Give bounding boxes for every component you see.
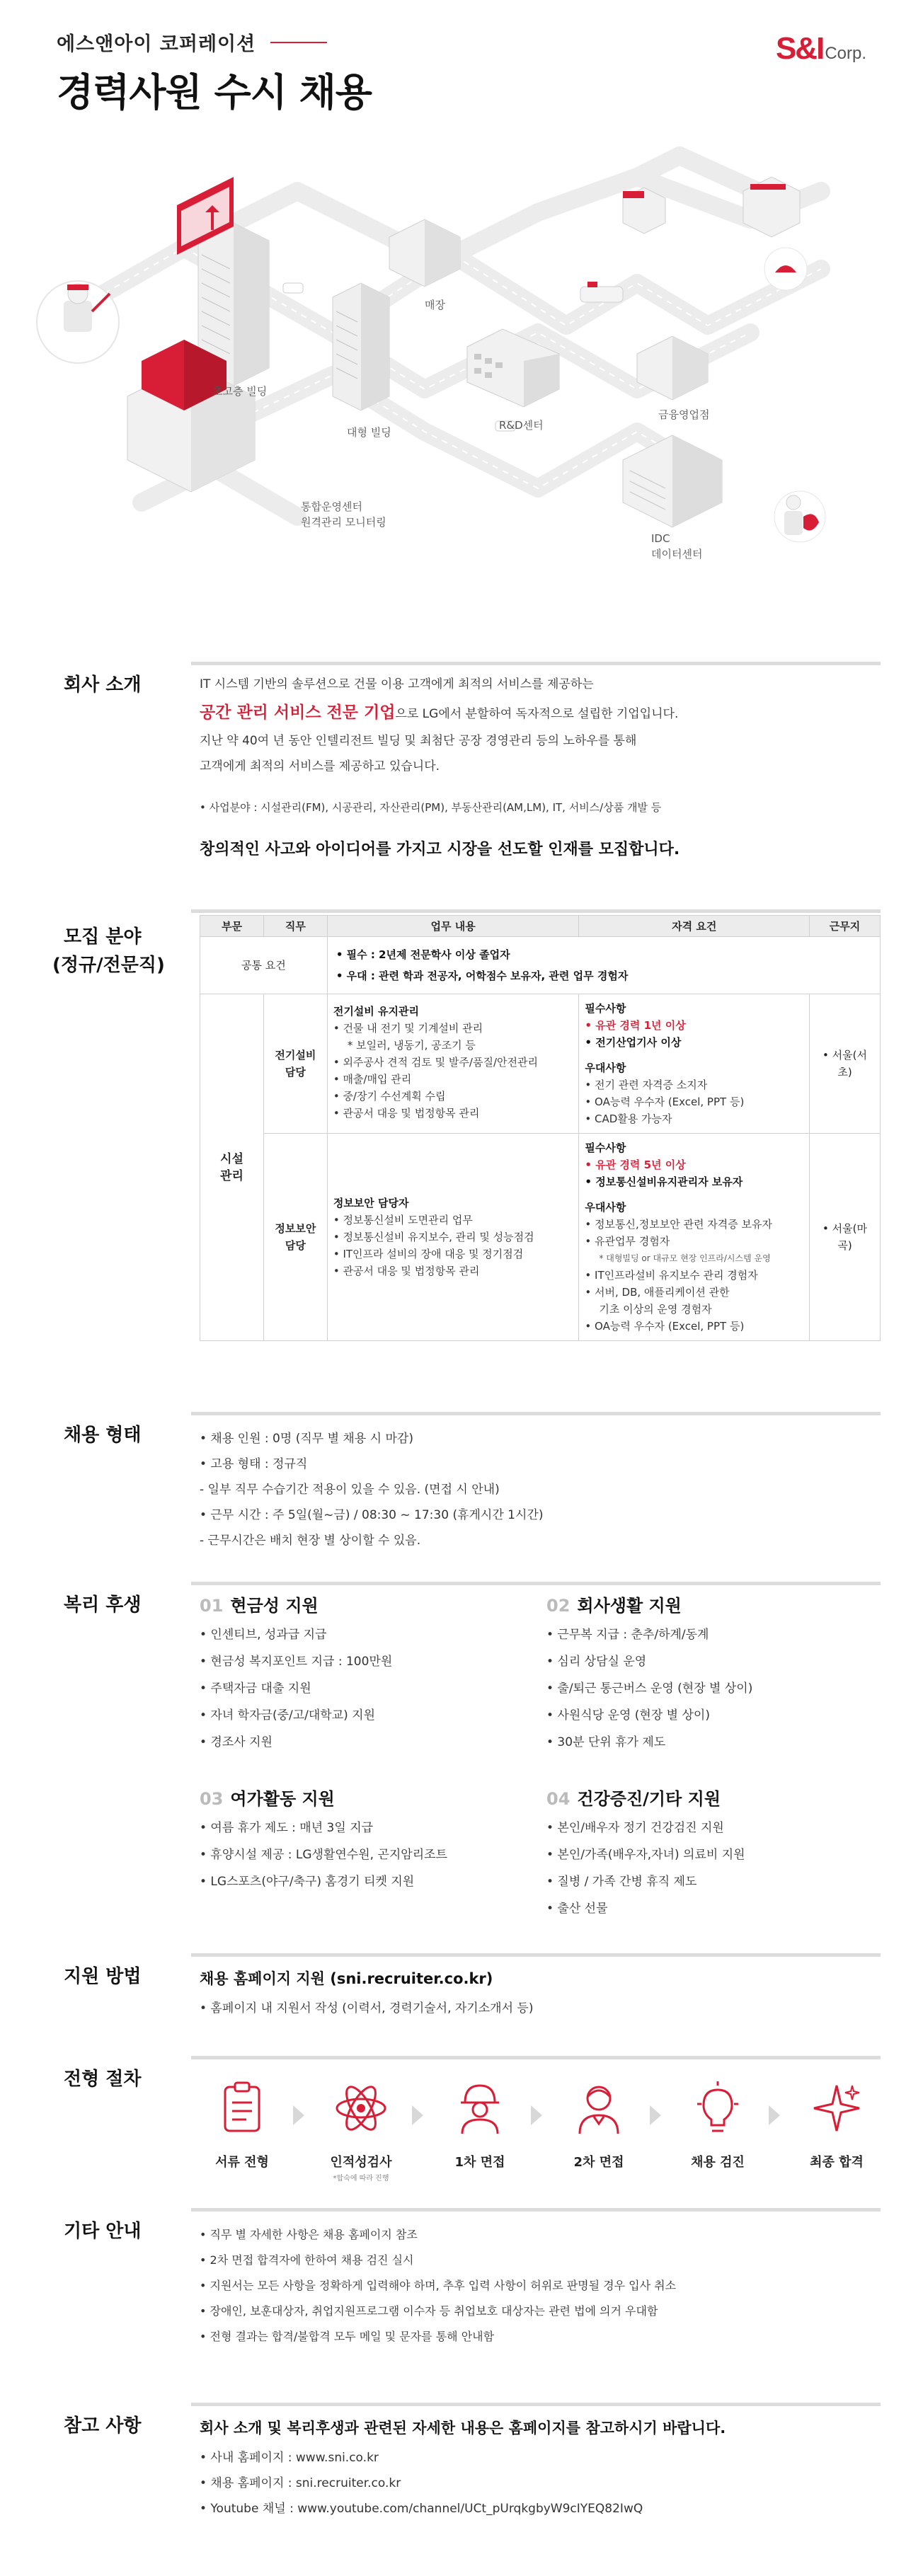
benefit-item: • 현금성 복지포인트 지급 : 100만원: [200, 1655, 393, 1669]
benefit-item: • 주택자금 대출 지원: [200, 1681, 311, 1696]
section-rule: [191, 1582, 881, 1585]
job2-req-pref-note: * 대형빌딩 or 대규모 현장 인프라/시스템 운영: [599, 1253, 771, 1263]
employment-line-3: - 일부 직무 수습기간 적용이 있을 수 있음. (면접 시 안내): [200, 1483, 500, 1497]
section-recruit: [42, 909, 881, 1391]
intro-line-1: IT 시스템 기반의 솔루션으로 건물 이용 고객에게 최적의 서비스를 제공하는: [200, 677, 594, 691]
section-title: 모집 분야: [64, 926, 142, 948]
table-row-job2: [200, 1134, 881, 1341]
section-title: 참고 사항: [64, 2415, 142, 2437]
hero-label-skyscraper: 초고층 빌딩: [212, 385, 268, 398]
intro-business: • 사업분야 : 시설관리(FM), 시공관리, 자산관리(PM), 부동산관리(AM,LM), IT, 서비스/상품 개발 등: [200, 801, 662, 814]
intro-body: [200, 672, 881, 863]
job1-duty-2: * 보일러, 냉동기, 공조기 등: [347, 1039, 476, 1052]
employment-line-1: • 채용 인원 : 0명 (직무 별 채용 시 마감): [200, 1432, 413, 1446]
job2-req-must-2: • 정보통신설비유지관리자 보유자: [585, 1175, 743, 1188]
job1-req-must-title: 필수사항: [585, 1002, 626, 1015]
benefit-item: • LG스포츠(야구/축구) 홈경기 티켓 지원: [200, 1875, 415, 1889]
job2-req-pref-1: • 정보통신,정보보안 관련 자격증 보유자: [585, 1218, 772, 1231]
benefit-group-2: [546, 1590, 879, 1756]
company-name: 에스앤아이 코퍼레이션: [57, 33, 256, 55]
benefit-item: • 경조사 지원: [200, 1735, 273, 1749]
misc-line-1: • 직무 별 자세한 사항은 채용 홈페이지 참조: [200, 2228, 418, 2241]
misc-body: [200, 2222, 881, 2350]
logo-corp: Corp.: [825, 44, 866, 63]
employment-body: [200, 1426, 881, 1553]
benefit-item: • 출/퇴근 통근버스 운영 (현장 별 상이): [546, 1681, 753, 1696]
process-step-label: 1차 면접: [454, 2155, 505, 2170]
job1-duty-5: • 중/장기 수선계획 수립: [333, 1090, 446, 1103]
benefit-group-4: [546, 1783, 879, 1922]
process-step-label: 최종 합격: [810, 2155, 864, 2170]
lightbulb-icon: [693, 2080, 743, 2137]
section-rule: [191, 909, 881, 913]
benefit-item: • 심리 상담실 운영: [546, 1655, 647, 1669]
benefit-item: • 근무복 지급 : 춘추/하계/동계: [546, 1628, 709, 1642]
intro-highlight: 공간 관리 서비스 전문 기업: [200, 703, 396, 722]
common-label: 공통 요건: [200, 937, 328, 994]
apply-body: [200, 1966, 881, 2021]
section-rule: [191, 1953, 881, 1957]
hero-label-finance: 금융영업점: [658, 408, 710, 421]
job1-duty-title: 전기설비 유지관리: [333, 1005, 419, 1018]
job2-requirements: [579, 1134, 810, 1341]
process-step-3: [437, 2080, 522, 2170]
company-accent-line: [270, 42, 327, 43]
section-title: 기타 안내: [64, 2221, 142, 2242]
hero-label-ops-center-1: 통합운영센터: [301, 500, 362, 513]
section-refs: [42, 2403, 881, 2558]
process-step-label: 2차 면접: [573, 2155, 624, 2170]
job2-req-pref-title: 우대사항: [585, 1201, 626, 1214]
benefit-num: 01: [200, 1596, 224, 1616]
table-header-row: [200, 916, 881, 937]
benefit-item: • 30분 단위 휴가 제도: [546, 1735, 666, 1749]
misc-line-5: • 전형 결과는 합격/불합격 모두 메일 및 문자를 통해 안내함: [200, 2330, 495, 2343]
common-req-1: • 필수 : 2년제 전문학사 이상 졸업자: [336, 948, 510, 961]
th-location: 근무지: [810, 916, 881, 937]
process-arrow: [293, 2105, 304, 2125]
benefit-item: • 휴양시설 제공 : LG생활연수원, 곤지암리조트: [200, 1848, 447, 1862]
refs-line-1: • 사내 홈페이지 : www.sni.co.kr: [200, 2451, 379, 2465]
process-arrow: [412, 2105, 423, 2125]
benefit-head: [200, 1783, 532, 1815]
section-rule: [191, 1412, 881, 1415]
benefit-num: 02: [546, 1596, 571, 1616]
job2-duties: [327, 1134, 579, 1341]
benefit-group-3: [200, 1783, 532, 1895]
job1-requirements: [579, 994, 810, 1134]
misc-line-3: • 지원서는 모든 사항을 정확하게 입력해야 하며, 추후 입력 사항이 허위로 판명될 경우 입사 취소: [200, 2279, 677, 2292]
th-duty: 업무 내용: [327, 916, 579, 937]
job2-req-must-1: • 유관 경력 5년 이상: [585, 1158, 686, 1171]
table-row-job1: [200, 994, 881, 1134]
hero-label-large-building: 대형 빌딩: [347, 426, 391, 439]
process-step-label: 채용 검진: [691, 2155, 745, 2170]
process-step-4: [556, 2080, 641, 2170]
process-step-1: [200, 2080, 285, 2170]
intro-line-4: 고객에게 최적의 서비스를 제공하고 있습니다.: [200, 759, 440, 774]
job2-req-pref-6: • OA능력 우수자 (Excel, PPT 등): [585, 1320, 745, 1333]
logo-mark: S&I: [775, 31, 824, 66]
job1-duty-1: • 건물 내 전기 및 기계설비 관리: [333, 1022, 483, 1035]
job2-duty-title: 정보보안 담당자: [333, 1197, 409, 1209]
section-title: 지원 방법: [64, 1966, 142, 1987]
refs-line-3: • Youtube 채널 : www.youtube.com/channel/UCt_pUrqkgbyW9cIYEQ82IwQ: [200, 2502, 643, 2516]
job2-duty-4: • 관공서 대응 및 법정항목 관리: [333, 1265, 480, 1277]
clipboard-icon: [219, 2080, 265, 2137]
benefit-group-1: [200, 1590, 532, 1756]
hero-label-store: 매장: [425, 299, 445, 311]
refs-headline: 회사 소개 및 복리후생과 관련된 자세한 내용은 홈페이지를 참고하시기 바랍니다.: [200, 2420, 726, 2437]
section-rule: [191, 2056, 881, 2059]
job2-req-pref-5: 기초 이상의 운영 경험자: [599, 1303, 712, 1316]
intro-line-2: [200, 697, 881, 728]
section-process: [42, 2056, 881, 2197]
hero-label-ops-center-2: 원격관리 모니터링: [301, 516, 386, 529]
benefit-item: • 출산 선물: [546, 1902, 608, 1916]
job1-req-must-2: • 전기산업기사 이상: [585, 1036, 682, 1049]
job2-req-must-title: 필수사항: [585, 1142, 626, 1154]
hero-label-rnd: R&D센터: [499, 419, 544, 432]
job1-location: • 서울(서초): [810, 994, 881, 1134]
benefit-item: • 인센티브, 성과급 지급: [200, 1628, 327, 1642]
job1-req-must-1: • 유관 경력 1년 이상: [585, 1019, 686, 1032]
section-employment: [42, 1412, 881, 1575]
benefit-num: 03: [200, 1789, 224, 1809]
job2-duty-2: • 정보통신설비 유지보수, 관리 및 성능점검: [333, 1231, 534, 1243]
job2-req-pref-2: • 유관업무 경험자: [585, 1235, 670, 1248]
benefit-item: • 본인/배우자 정기 건강검진 지원: [546, 1821, 724, 1835]
section-benefits: [42, 1582, 881, 1936]
employment-line-5: - 근무시간은 배치 현장 별 상이할 수 있음.: [200, 1534, 421, 1548]
process-arrow: [650, 2105, 661, 2125]
employment-line-2: • 고용 형태 : 정규직: [200, 1457, 308, 1471]
header: [57, 28, 866, 120]
common-req: [327, 937, 880, 994]
job1-duties: [327, 994, 579, 1134]
sparkle-icon: [808, 2080, 865, 2137]
interviewer-icon: [574, 2080, 624, 2137]
job1-req-pref-1: • 전기 관련 자격증 소지자: [585, 1079, 708, 1091]
benefit-num: 04: [546, 1789, 571, 1809]
common-req-2: • 우대 : 관련 학과 전공자, 어학점수 보유자, 관련 업무 경험자: [336, 970, 629, 982]
job1-req-pref-3: • CAD활용 가능자: [585, 1112, 672, 1125]
job2-duty-3: • IT인프라 설비의 장애 대응 및 정기점검: [333, 1248, 524, 1260]
process-arrow: [769, 2105, 780, 2125]
th-division: 부문: [200, 916, 264, 937]
section-title: 복리 후생: [64, 1594, 142, 1616]
benefit-head: [546, 1590, 879, 1621]
hero-label-idc-2: 데이터센터: [651, 548, 703, 560]
refs-body: [200, 2415, 881, 2522]
job2-duty-1: • 정보통신설비 도면관리 업무: [333, 1214, 473, 1226]
job1-name: 전기설비 담당: [263, 994, 327, 1134]
job2-location: • 서울(마곡): [810, 1134, 881, 1341]
atom-icon: [333, 2080, 389, 2137]
section-apply: [42, 1953, 881, 2031]
section-rule: [191, 662, 881, 665]
section-rule: [191, 2403, 881, 2406]
benefit-item: • 사원식당 운영 (현장 별 상이): [546, 1708, 710, 1723]
job1-req-pref-2: • OA능력 우수자 (Excel, PPT 등): [585, 1096, 745, 1108]
hero-label-ops-center: [301, 499, 386, 530]
process-step-5: [675, 2080, 760, 2170]
th-job: 직무: [263, 916, 327, 937]
city-network-illustration: [0, 134, 923, 644]
process-step-note: *합숙에 따라 진행: [333, 2175, 389, 2183]
process-step-label: 인적성검사: [330, 2155, 392, 2170]
section-intro: [42, 662, 881, 895]
section-subtitle: (정규/전문직): [52, 955, 165, 976]
job1-req-pref-title: 우대사항: [585, 1062, 626, 1074]
benefit-item: • 자녀 학자금(중/고/대학교) 지원: [200, 1708, 376, 1723]
th-requirements: 자격 요건: [579, 916, 810, 937]
job1-duty-4: • 매출/매입 관리: [333, 1073, 412, 1086]
hero-label-idc: [651, 531, 702, 562]
job2-name: 정보보안 담당: [263, 1134, 327, 1341]
job2-req-pref-4: • 서버, DB, 애플리케이션 관한: [585, 1286, 730, 1299]
process-step-2: [319, 2080, 403, 2183]
section-title: 채용 형태: [64, 1425, 142, 1446]
misc-line-4: • 장애인, 보훈대상자, 취업지원프로그램 이수자 등 취업보호 대상자는 관련 법에 의거 우대함: [200, 2304, 658, 2318]
job2-req-pref-3: • IT인프라설비 유지보수 관리 경험자: [585, 1269, 758, 1282]
process-arrow: [531, 2105, 542, 2125]
hero-illustration: [0, 134, 923, 644]
page-title: 경력사원 수시 채용: [57, 70, 372, 115]
section-rule: [191, 2208, 881, 2212]
job1-duty-6: • 관공서 대응 및 법정항목 관리: [333, 1107, 480, 1120]
process-steps: [200, 2063, 881, 2190]
benefit-head: [546, 1783, 879, 1815]
benefit-head: [200, 1590, 532, 1621]
intro-line-2-rest: 으로 LG에서 분할하여 독자적으로 설립한 기업입니다.: [395, 707, 679, 721]
section-title: 회사 소개: [64, 674, 142, 696]
intro-closing: 창의적인 사고와 아이디어를 가지고 시장을 선도할 인재를 모집합니다.: [200, 841, 680, 858]
section-misc: [42, 2208, 881, 2399]
refs-line-2: • 채용 홈페이지 : sni.recruiter.co.kr: [200, 2476, 401, 2490]
table-row-common: [200, 937, 881, 994]
intro-line-3: 지난 약 40여 년 동안 인텔리전트 빌딩 및 최첨단 공장 경영관리 등의 노하우를 통해: [200, 734, 637, 748]
apply-headline: 채용 홈페이지 지원 (sni.recruiter.co.kr): [200, 1970, 493, 1987]
misc-line-2: • 2차 면접 합격자에 한하여 채용 검진 실시: [200, 2253, 414, 2267]
section-title: 전형 절차: [64, 2069, 142, 2090]
benefit-name: 현금성 지원: [230, 1596, 319, 1616]
employment-line-4: • 근무 시간 : 주 5일(월~금) / 08:30 ~ 17:30 (휴게시간 1시간): [200, 1508, 544, 1522]
division-cell: 시설 관리: [200, 994, 264, 1341]
benefit-item: • 질병 / 가족 간병 휴직 제도: [546, 1875, 697, 1889]
process-step-6: [794, 2080, 879, 2170]
hero-label-idc-1: IDC: [651, 532, 670, 545]
benefit-name: 회사생활 지원: [577, 1596, 682, 1616]
apply-line: • 홈페이지 내 지원서 작성 (이력서, 경력기술서, 자기소개서 등): [200, 2001, 534, 2016]
benefit-name: 여가활동 지원: [230, 1789, 335, 1809]
benefit-item: • 여름 휴가 제도 : 매년 3일 지급: [200, 1821, 374, 1835]
company-logo: [776, 31, 866, 67]
benefit-name: 건강증진/기타 지원: [577, 1789, 721, 1809]
process-step-label: 서류 전형: [215, 2155, 269, 2170]
job1-duty-3: • 외주공사 견적 검토 및 발주/품질/안전관리: [333, 1056, 538, 1069]
recruit-table: [200, 915, 881, 1341]
worker-helmet-icon: [455, 2080, 505, 2137]
benefit-item: • 본인/가족(배우자,자녀) 의료비 지원: [546, 1848, 745, 1862]
